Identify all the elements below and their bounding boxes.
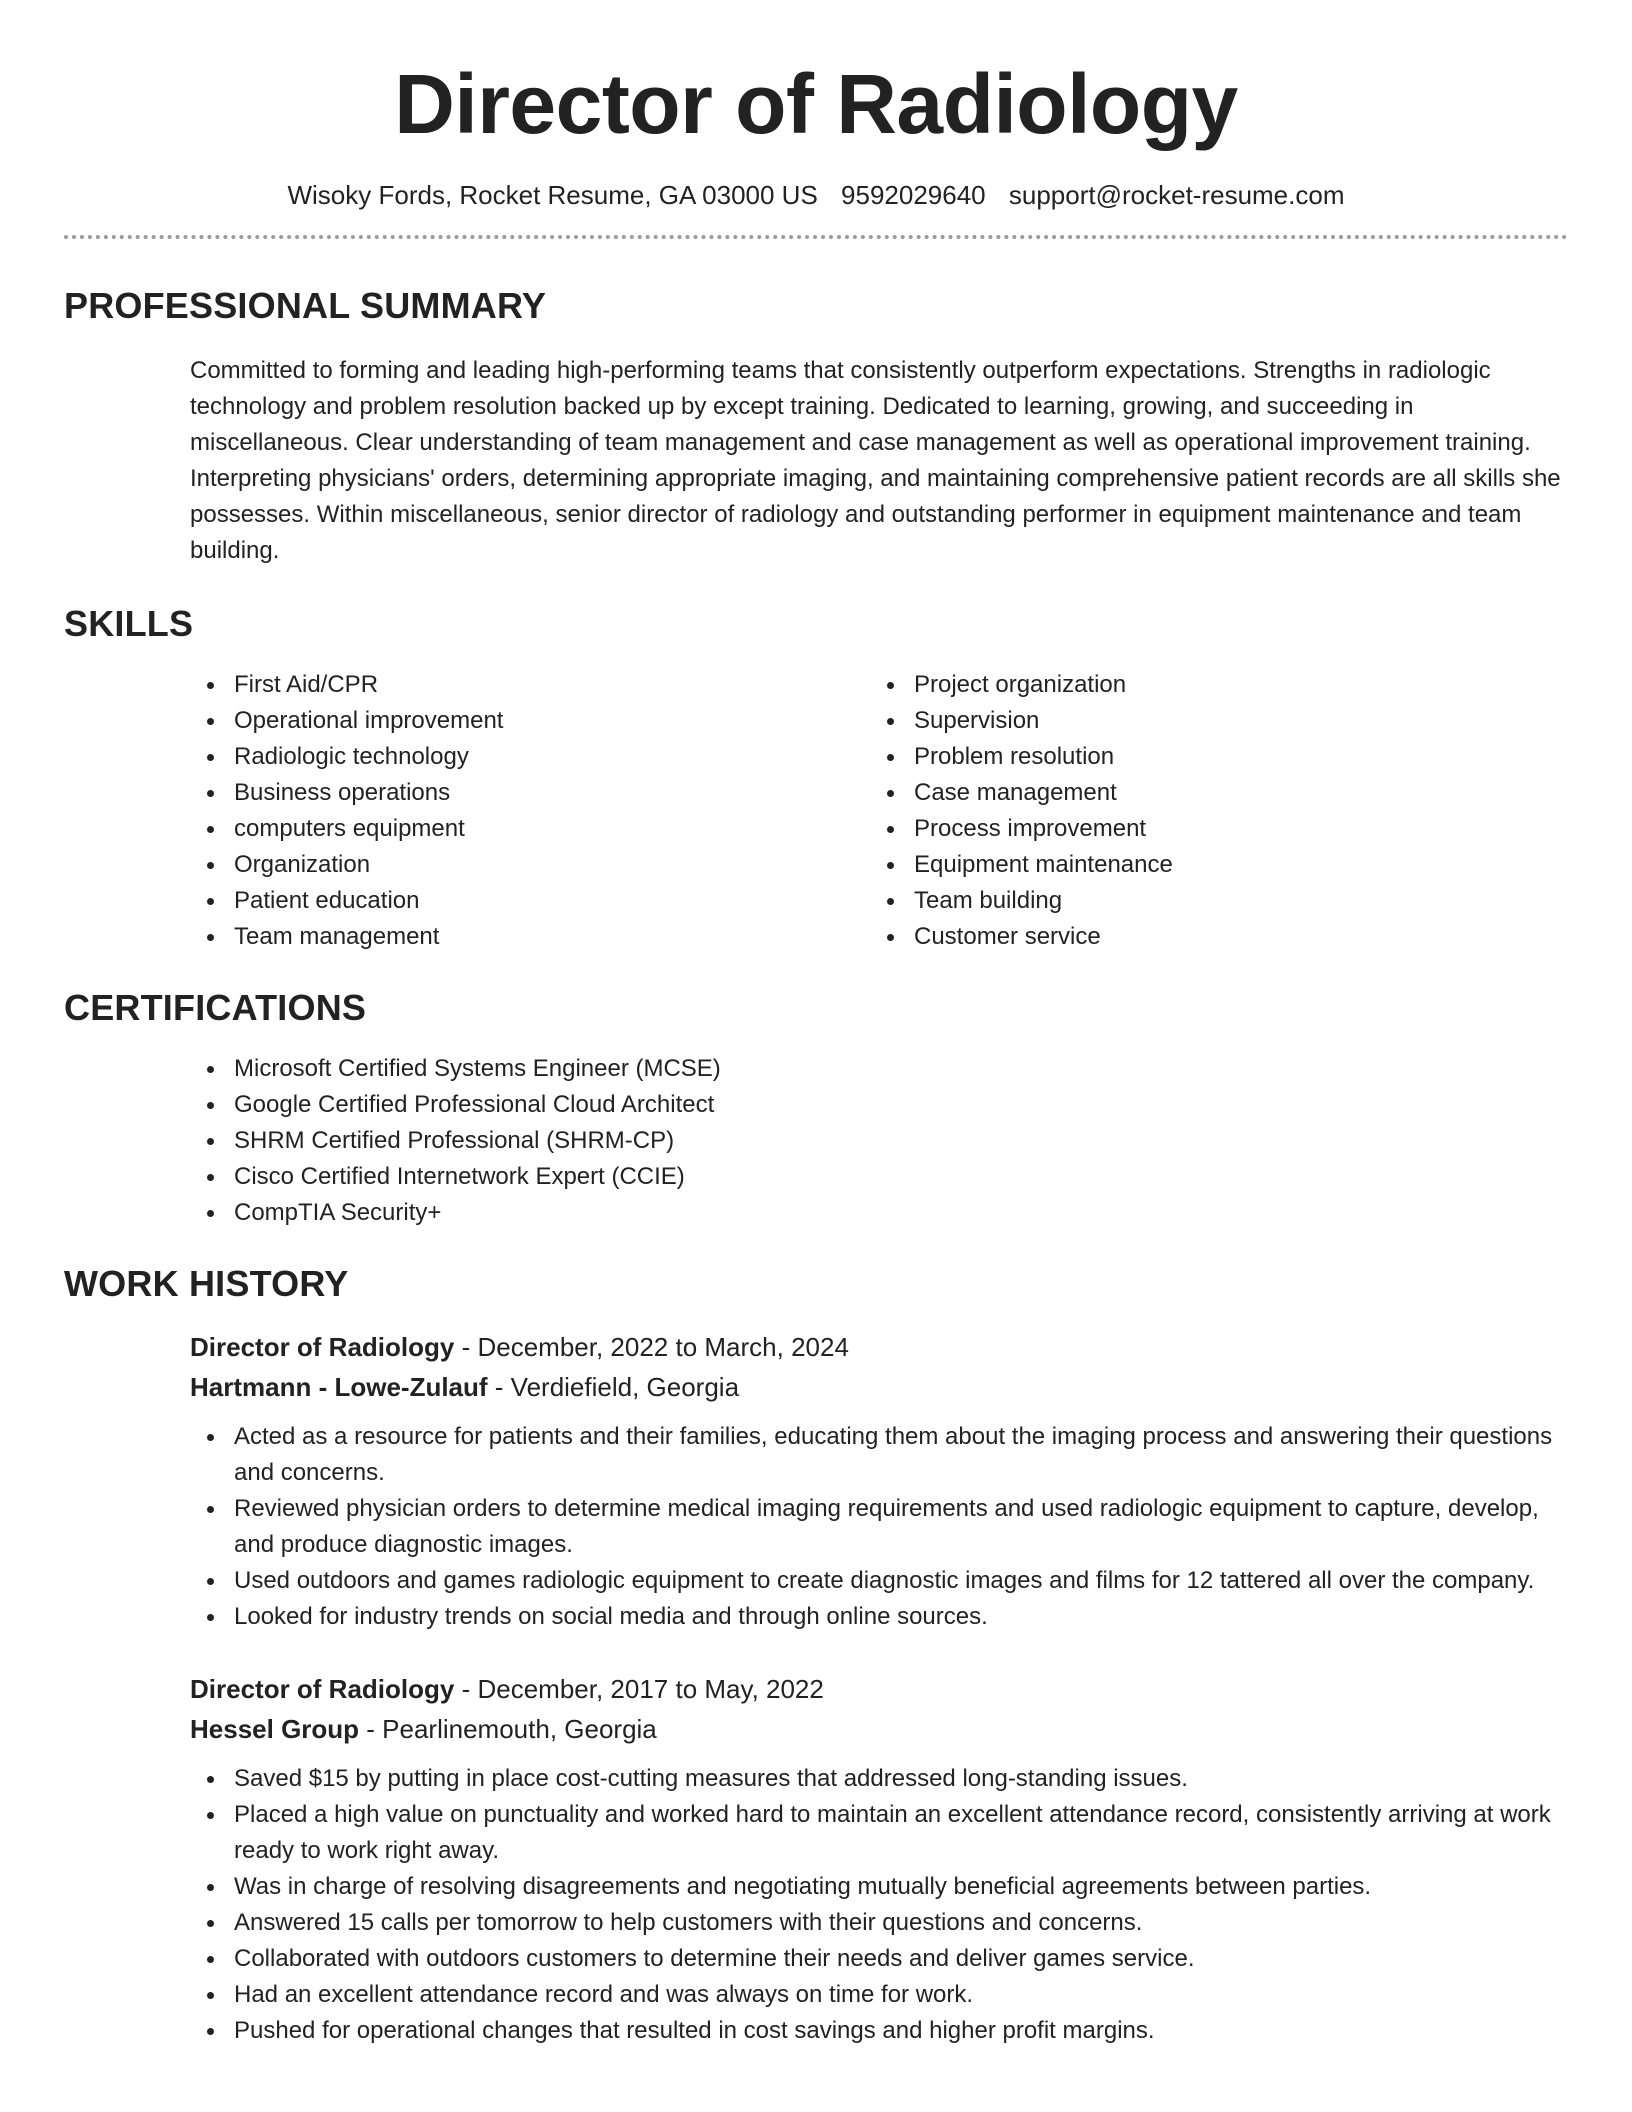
job-dates: - December, 2017 to May, 2022 — [454, 1674, 824, 1704]
job-bullet: Pushed for operational changes that resulted in cost savings and higher profit margins. — [190, 2013, 1568, 2049]
job-role-line — [190, 1669, 1568, 1709]
job-bullet: Answered 15 calls per tomorrow to help customers with their questions and concerns. — [190, 1905, 1568, 1941]
job-location: - Pearlinemouth, Georgia — [359, 1714, 657, 1744]
skill-item: Operational improvement — [190, 703, 870, 739]
job-bullet: Collaborated with outdoors customers to determine their needs and deliver games service. — [190, 1941, 1568, 1977]
job-company-line — [190, 1367, 1568, 1407]
job-company: Hessel Group — [190, 1714, 360, 1744]
job-dates: - December, 2022 to March, 2024 — [454, 1332, 849, 1362]
skill-item: Process improvement — [870, 811, 1550, 847]
skill-item: Case management — [870, 775, 1550, 811]
skill-item: computers equipment — [190, 811, 870, 847]
job-bullet: Placed a high value on punctuality and worked hard to maintain an excellent attendance record, consistently arriving at work ready to work right away. — [190, 1797, 1568, 1869]
skills-heading: SKILLS — [64, 603, 194, 644]
job-entry — [190, 1327, 1568, 1635]
contact-address: Wisoky Fords, Rocket Resume, GA 03000 US — [287, 180, 818, 210]
contact-email: support@rocket-resume.com — [1008, 180, 1345, 210]
skill-item: Radiologic technology — [190, 739, 870, 775]
job-role: Director of Radiology — [190, 1332, 455, 1362]
job-company: Hartmann - Lowe-Zulauf — [190, 1372, 488, 1402]
job-bullet: Reviewed physician orders to determine medical imaging requirements and used radiologic equipment to capture, develop, and produce diagnostic images. — [190, 1491, 1568, 1563]
job-bullet: Had an excellent attendance record and was always on time for work. — [190, 1977, 1568, 2013]
certification-item: Microsoft Certified Systems Engineer (MCSE) — [190, 1051, 1568, 1087]
skills-column-left — [190, 667, 870, 955]
work-history-heading: WORK HISTORY — [64, 1263, 349, 1304]
skill-item: Business operations — [190, 775, 870, 811]
skills-list — [190, 667, 1568, 955]
job-bullet: Acted as a resource for patients and their families, educating them about the imaging process and answering their questions and concerns. — [190, 1419, 1568, 1491]
certification-item: SHRM Certified Professional (SHRM-CP) — [190, 1123, 1568, 1159]
certification-item: Cisco Certified Internetwork Expert (CCIE) — [190, 1159, 1568, 1195]
job-bullet: Was in charge of resolving disagreements and negotiating mutually beneficial agreements between parties. — [190, 1869, 1568, 1905]
job-bullet: Saved $15 by putting in place cost-cutting measures that addressed long-standing issues. — [190, 1761, 1568, 1797]
contact-phone: 9592029640 — [841, 180, 986, 210]
job-role: Director of Radiology — [190, 1674, 455, 1704]
job-bullets — [190, 1761, 1568, 2049]
job-bullet: Used outdoors and games radiologic equipment to create diagnostic images and films for 12 tattered all over the company. — [190, 1563, 1568, 1599]
header-divider — [64, 235, 1568, 239]
skills-column-right — [870, 667, 1550, 955]
certification-item: Google Certified Professional Cloud Architect — [190, 1087, 1568, 1123]
certifications-heading: CERTIFICATIONS — [64, 987, 367, 1028]
job-location: - Verdiefield, Georgia — [487, 1372, 740, 1402]
skill-item: Equipment maintenance — [870, 847, 1550, 883]
job-bullet: Looked for industry trends on social media and through online sources. — [190, 1599, 1568, 1635]
summary-heading: PROFESSIONAL SUMMARY — [64, 285, 547, 326]
skill-item: Problem resolution — [870, 739, 1550, 775]
job-bullets — [190, 1419, 1568, 1635]
skill-item: Customer service — [870, 919, 1550, 955]
contact-line — [64, 180, 1568, 211]
skill-item: First Aid/CPR — [190, 667, 870, 703]
job-company-line — [190, 1709, 1568, 1749]
skill-item: Patient education — [190, 883, 870, 919]
resume-title: Director of Radiology — [394, 57, 1238, 151]
skill-item: Project organization — [870, 667, 1550, 703]
skill-item: Organization — [190, 847, 870, 883]
job-role-line — [190, 1327, 1568, 1367]
skill-item: Supervision — [870, 703, 1550, 739]
certifications-list — [190, 1051, 1568, 1231]
summary-text: Committed to forming and leading high-performing teams that consistently outperform expectations. Strengths in radiologic technology and problem resolution backed up by except training. Dedicated to learning, growing, and succeeding in miscellaneous. Clear understanding of team management and case management as well as operational improvement training. Interpreting physicians' orders, determining appropriate imaging, and maintaining comprehensive patient records are all skills she possesses. Within miscellaneous, senior director of radiology and outstanding performer in equipment maintenance and team building. — [190, 357, 1561, 564]
skill-item: Team building — [870, 883, 1550, 919]
job-entry — [190, 1669, 1568, 2049]
skill-item: Team management — [190, 919, 870, 955]
certification-item: CompTIA Security+ — [190, 1195, 1568, 1231]
